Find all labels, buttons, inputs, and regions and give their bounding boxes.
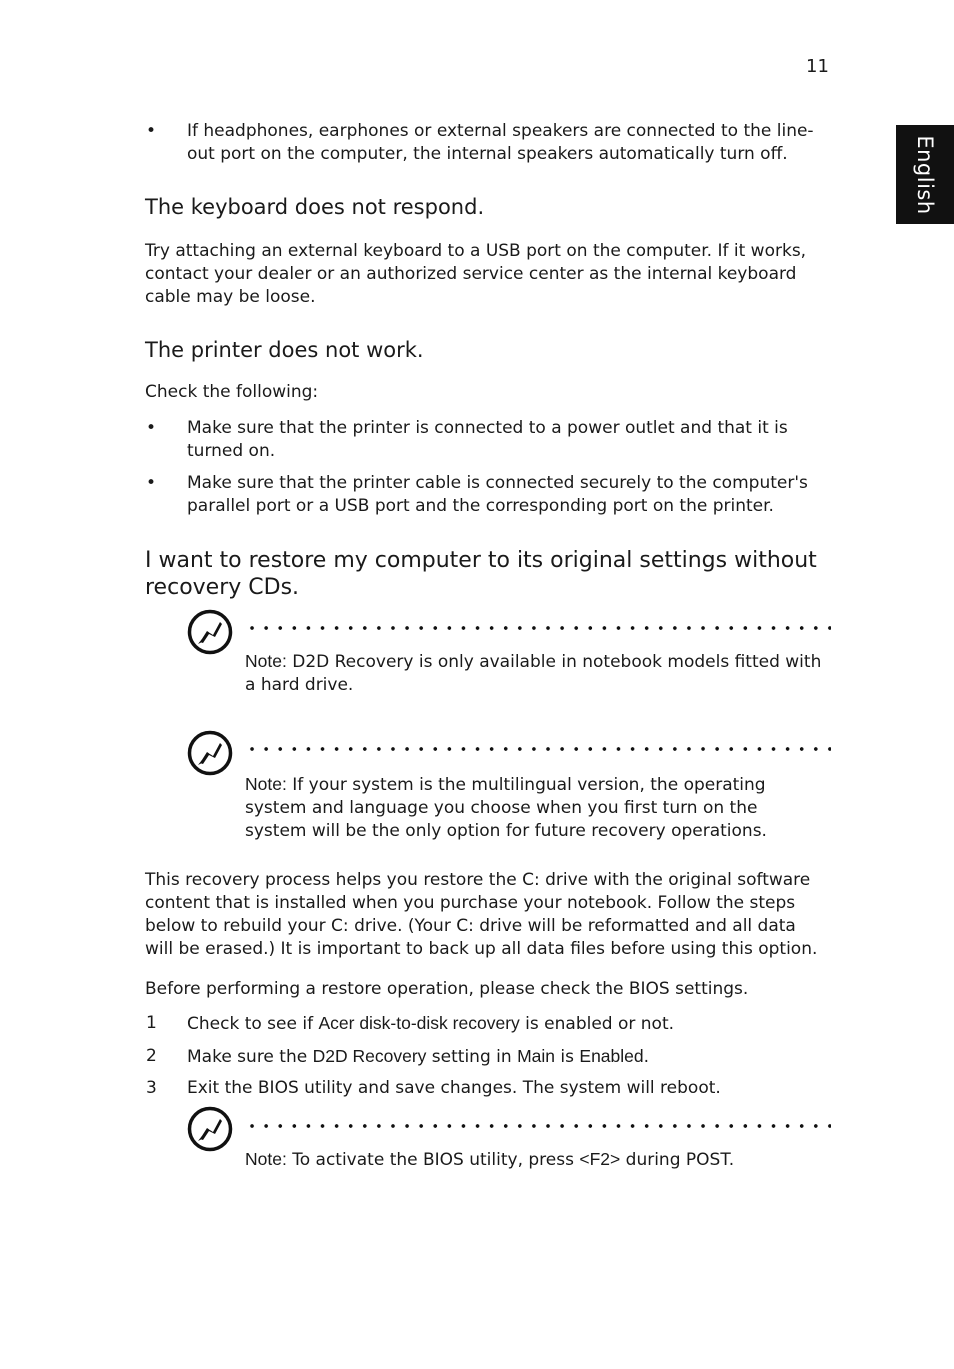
step-text: . [643, 1047, 650, 1067]
printer-lead: Check the following: [145, 382, 319, 402]
step-keyword: Acer disk-to-disk recovery [318, 1013, 520, 1033]
step-number: 2 [146, 1046, 157, 1066]
keyboard-body: Try attaching an external keyboard to a USB port on the computer. If it works, contact your dealer or an authorized service center as the internal keyboard cable may be loose. [145, 241, 807, 307]
step-text: is [555, 1047, 580, 1067]
printer-bullet-1: Make sure that the printer is connected to a power outlet and that it is turned on. [187, 418, 788, 461]
note-1-text: D2D Recovery is only available in notebook models fitted with a hard drive. [245, 652, 822, 695]
note-3 [245, 1148, 825, 1172]
step-text: Make sure the [187, 1047, 313, 1067]
note-divider [245, 1124, 831, 1128]
note-pen-icon [187, 1106, 233, 1152]
key-f2: <F2> [579, 1149, 621, 1169]
restore-heading: I want to restore my computer to its original settings without recovery CDs. [145, 548, 817, 600]
note-label: Note: [245, 1149, 287, 1169]
printer-bullet-2: Make sure that the printer cable is connected securely to the computer's parallel port or a USB port and the corresponding port on the printer. [187, 473, 808, 516]
step-number: 3 [146, 1078, 157, 1098]
step-2 [187, 1045, 827, 1069]
note-2-text: If your system is the multilingual version, the operating system and language you choose when you first turn on the system will be the only option for future recovery operations. [245, 775, 767, 841]
step-text: Check to see if [187, 1014, 319, 1034]
step-1 [187, 1012, 827, 1036]
step-keyword: Main [517, 1046, 555, 1066]
note-divider [245, 626, 831, 630]
language-tab-label: English [913, 134, 937, 215]
note-pen-icon [187, 609, 233, 655]
note-2 [245, 773, 790, 843]
intro-bullet-text: If headphones, earphones or external speakers are connected to the line-out port on the computer, the internal speakers automatically turn off. [187, 121, 814, 164]
bullet-dot: • [146, 418, 157, 438]
bullet-dot: • [146, 121, 157, 141]
language-tab [896, 125, 954, 224]
step-3: Exit the BIOS utility and save changes. The system will reboot. [187, 1078, 721, 1098]
note-divider [245, 747, 831, 751]
note-3-text-end: during POST. [620, 1150, 735, 1170]
note-1 [245, 650, 825, 697]
note-pen-icon [187, 730, 233, 776]
note-label: Note: [245, 651, 287, 671]
page-number: 11 [806, 56, 829, 77]
restore-paragraph-2: Before performing a restore operation, please check the BIOS settings. [145, 979, 749, 999]
keyboard-heading: The keyboard does not respond. [145, 195, 485, 219]
step-number: 1 [146, 1013, 157, 1033]
note-label: Note: [245, 774, 287, 794]
bullet-dot: • [146, 473, 157, 493]
note-3-text: To activate the BIOS utility, press [286, 1150, 580, 1170]
printer-heading: The printer does not work. [145, 338, 424, 362]
step-keyword: Enabled [579, 1046, 644, 1066]
step-text: is enabled or not. [519, 1014, 675, 1034]
step-text: setting in [426, 1047, 518, 1067]
step-keyword: D2D Recovery [312, 1046, 427, 1066]
restore-paragraph-1: This recovery process helps you restore the C: drive with the original software content that is installed when you purchase your notebook. Follow the steps below to rebuild your C: drive. (Your C: drive will be reformatted and all data will be erased.) It is important to back up all data files before using this option. [145, 870, 818, 959]
